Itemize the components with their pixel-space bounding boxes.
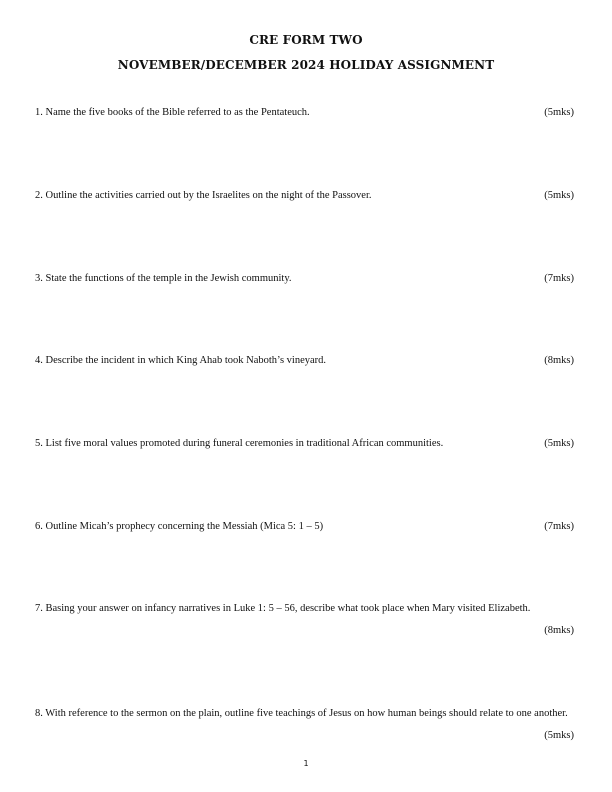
question-6 [35,516,575,538]
question-4 [35,350,575,372]
question-8-marks: (5mks) [544,730,574,741]
question-4-marks: (8mks) [544,355,574,366]
question-1-marks: (5mks) [544,107,574,118]
question-7-text: 7. Basing your answer on infancy narratives in Luke 1: 5 – 56, describe what took place when Mary visited Elizabeth. [35,603,531,614]
document-title: CRE FORM TWO [249,33,363,47]
question-8 [35,703,583,741]
question-4-text: 4. Describe the incident in which King Ahab took Naboth’s vineyard. [35,355,327,366]
question-2-marks: (5mks) [544,190,574,201]
question-8-text: 8. With reference to the sermon on the plain, outline five teachings of Jesus on how human beings should relate to one another. [35,708,568,719]
question-3-marks: (7mks) [544,273,574,284]
question-6-text: 6. Outline Micah’s prophecy concerning the Messiah (Mica 5: 1 – 5) [35,521,324,532]
question-1-text: 1. Name the five books of the Bible referred to as the Pentateuch. [35,107,310,118]
question-2-text: 2. Outline the activities carried out by the Israelites on the night of the Passover. [35,190,372,201]
question-5-text: 5. List five moral values promoted during funeral ceremonies in traditional African communities. [35,438,444,449]
question-5 [35,433,575,455]
question-7 [35,598,574,636]
question-2 [35,185,575,207]
question-5-marks: (5mks) [544,438,574,449]
document-subtitle: NOVEMBER/DECEMBER 2024 HOLIDAY ASSIGNMENT [117,58,495,72]
page-number: 1 [303,759,309,768]
question-1 [35,102,575,124]
question-3-text: 3. State the functions of the temple in the Jewish community. [35,273,292,284]
question-6-marks: (7mks) [544,521,574,532]
question-7-marks: (8mks) [544,625,574,636]
question-3 [35,268,575,290]
